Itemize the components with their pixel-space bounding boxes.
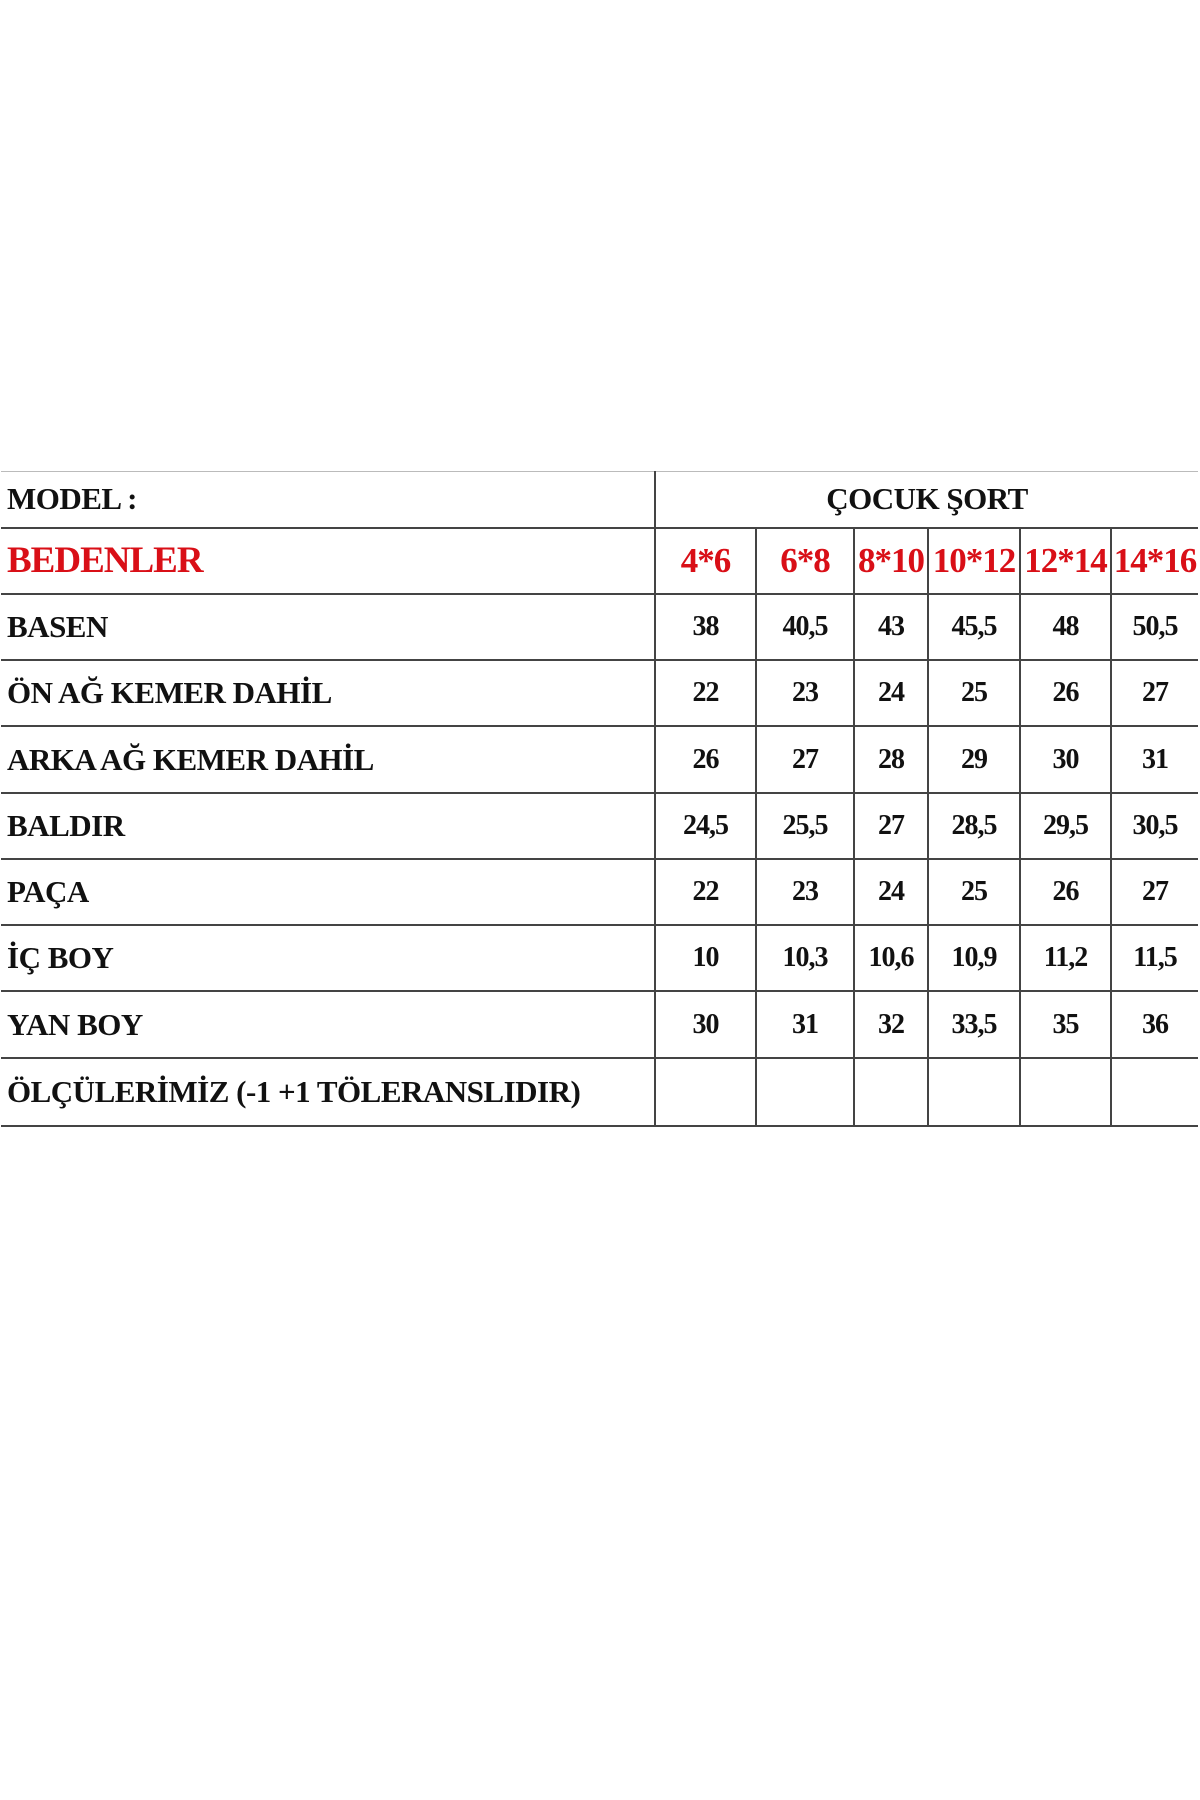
- measurement-value: 28,5: [928, 793, 1020, 859]
- measurement-value: 36: [1111, 991, 1198, 1057]
- empty-cell: [1020, 1058, 1111, 1126]
- measurement-value: 28: [854, 726, 928, 792]
- measurement-value: 27: [756, 726, 854, 792]
- empty-cell: [928, 1058, 1020, 1126]
- empty-cell: [1111, 1058, 1198, 1126]
- measurement-value: 26: [655, 726, 756, 792]
- empty-cell: [756, 1058, 854, 1126]
- measurement-value: 29,5: [1020, 793, 1111, 859]
- measurement-value: 25: [928, 660, 1020, 726]
- size-header: 14*16: [1111, 528, 1198, 594]
- table-row: [1, 991, 1198, 1057]
- measurement-label: İÇ BOY: [1, 925, 655, 991]
- measurement-value: 32: [854, 991, 928, 1057]
- table-row: [1, 726, 1198, 792]
- size-header: 12*14: [1020, 528, 1111, 594]
- measurement-value: 23: [756, 859, 854, 925]
- measurement-value: 24: [854, 859, 928, 925]
- measurement-value: 48: [1020, 594, 1111, 660]
- measurement-label: YAN BOY: [1, 991, 655, 1057]
- measurement-value: 33,5: [928, 991, 1020, 1057]
- measurement-value: 43: [854, 594, 928, 660]
- measurement-value: 11,5: [1111, 925, 1198, 991]
- model-label: MODEL :: [1, 472, 655, 528]
- measurement-value: 50,5: [1111, 594, 1198, 660]
- measurement-value: 45,5: [928, 594, 1020, 660]
- measurement-value: 10,6: [854, 925, 928, 991]
- size-chart-table: [1, 471, 1198, 1127]
- measurement-value: 30,5: [1111, 793, 1198, 859]
- tolerance-note: ÖLÇÜLERİMİZ (-1 +1 TÖLERANSLIDIR): [1, 1058, 655, 1126]
- sizes-label: BEDENLER: [1, 528, 655, 594]
- measurement-value: 10,3: [756, 925, 854, 991]
- size-header: 10*12: [928, 528, 1020, 594]
- size-header: 6*8: [756, 528, 854, 594]
- measurement-value: 22: [655, 660, 756, 726]
- measurement-value: 25: [928, 859, 1020, 925]
- model-name: ÇOCUK ŞORT: [655, 472, 1198, 528]
- measurement-value: 27: [854, 793, 928, 859]
- empty-cell: [854, 1058, 928, 1126]
- measurement-value: 10,9: [928, 925, 1020, 991]
- measurement-value: 25,5: [756, 793, 854, 859]
- table-row: [1, 594, 1198, 660]
- measurement-label: ARKA AĞ KEMER DAHİL: [1, 726, 655, 792]
- measurement-label: BALDIR: [1, 793, 655, 859]
- size-header: 4*6: [655, 528, 756, 594]
- measurement-value: 26: [1020, 859, 1111, 925]
- measurement-value: 38: [655, 594, 756, 660]
- size-header: 8*10: [854, 528, 928, 594]
- measurement-value: 27: [1111, 859, 1198, 925]
- measurement-value: 22: [655, 859, 756, 925]
- measurement-value: 40,5: [756, 594, 854, 660]
- measurement-value: 23: [756, 660, 854, 726]
- measurement-value: 29: [928, 726, 1020, 792]
- measurement-value: 27: [1111, 660, 1198, 726]
- measurement-value: 30: [655, 991, 756, 1057]
- measurement-label: PAÇA: [1, 859, 655, 925]
- tolerance-note-row: [1, 1058, 1198, 1126]
- measurement-label: ÖN AĞ KEMER DAHİL: [1, 660, 655, 726]
- measurement-value: 30: [1020, 726, 1111, 792]
- measurement-value: 35: [1020, 991, 1111, 1057]
- table-row: [1, 660, 1198, 726]
- empty-cell: [655, 1058, 756, 1126]
- measurement-value: 24,5: [655, 793, 756, 859]
- sizes-header-row: [1, 528, 1198, 594]
- model-row: [1, 472, 1198, 528]
- measurement-value: 11,2: [1020, 925, 1111, 991]
- table-row: [1, 859, 1198, 925]
- table-row: [1, 925, 1198, 991]
- table-row: [1, 793, 1198, 859]
- measurement-value: 24: [854, 660, 928, 726]
- measurement-value: 31: [756, 991, 854, 1057]
- measurement-value: 10: [655, 925, 756, 991]
- measurement-label: BASEN: [1, 594, 655, 660]
- measurement-value: 26: [1020, 660, 1111, 726]
- measurement-value: 31: [1111, 726, 1198, 792]
